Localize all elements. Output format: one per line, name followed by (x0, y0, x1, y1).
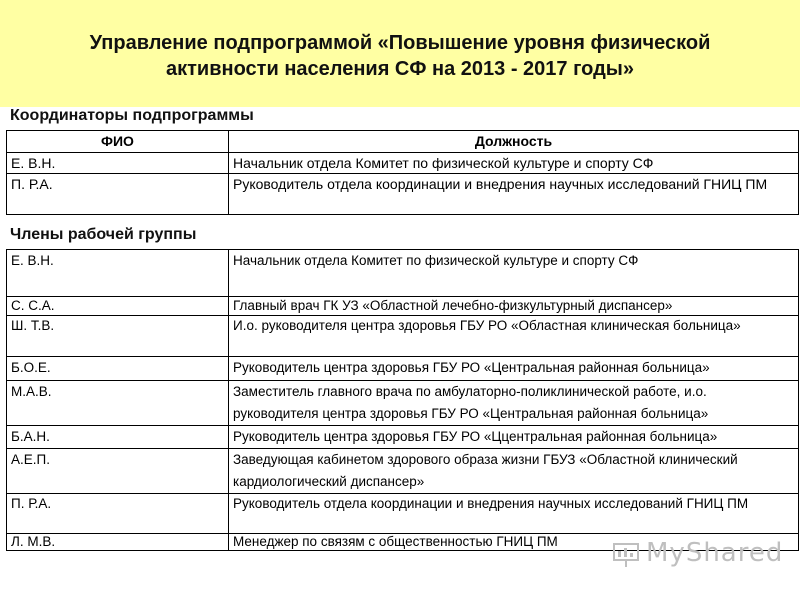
cell-position: Руководитель центра здоровья ГБУ РО «Ццентральная районная больница» (229, 426, 799, 449)
watermark-text: MyShared (646, 538, 784, 568)
table-row (7, 250, 799, 297)
cell-position: Руководитель центра здоровья ГБУ РО «Центральная районная больница» (229, 357, 799, 381)
cell-position: Заместитель главного врача по амбулаторно-поликлинической работе, и.о. руководителя центра здоровья ГБУ РО «Центральная районная больница» (229, 381, 799, 426)
table-row (7, 381, 799, 426)
cell-position: Заведующая кабинетом здорового образа жизни ГБУЗ «Областной клинический кардиологический диспансер» (229, 449, 799, 494)
table-header-row (7, 131, 799, 153)
working-group-table (6, 249, 799, 551)
table-row (7, 174, 799, 215)
table-row (7, 449, 799, 494)
cell-name: Б.А.Н. (7, 426, 229, 449)
watermark-logo (612, 538, 784, 572)
cell-position: Руководитель отдела координации и внедрения научных исследований ГНИЦ ПМ (229, 174, 799, 215)
table-row (7, 494, 799, 534)
table-row (7, 153, 799, 174)
coordinators-table (6, 130, 799, 215)
cell-name: Б.О.Е. (7, 357, 229, 381)
table-row (7, 426, 799, 449)
cell-name: Ш. Т.В. (7, 316, 229, 357)
cell-position: Начальник отдела Комитет по физической культуре и спорту СФ (229, 250, 799, 297)
cell-name: М.А.В. (7, 381, 229, 426)
title-banner (0, 0, 800, 107)
cell-name: Л. М.В. (7, 534, 229, 551)
cell-name: С. С.А. (7, 297, 229, 316)
table-row (7, 297, 799, 316)
cell-name: А.Е.П. (7, 449, 229, 494)
working-group-heading: Члены рабочей группы (10, 226, 197, 243)
cell-name: Е. В.Н. (7, 250, 229, 297)
presentation-icon (612, 542, 640, 568)
cell-position: Начальник отдела Комитет по физической культуре и спорту СФ (229, 153, 799, 174)
cell-name: П. Р.А. (7, 494, 229, 534)
coordinators-heading: Координаторы подпрограммы (10, 107, 254, 124)
cell-name: Е. В.Н. (7, 153, 229, 174)
column-header-position: Должность (229, 131, 799, 153)
table-row (7, 316, 799, 357)
cell-position: Руководитель отдела координации и внедрения научных исследований ГНИЦ ПМ (229, 494, 799, 534)
column-header-name: ФИО (7, 131, 229, 153)
cell-name: П. Р.А. (7, 174, 229, 215)
cell-position: И.о. руководителя центра здоровья ГБУ РО «Областная клиническая больница» (229, 316, 799, 357)
cell-position: Менеджер по связям с общественностью ГНИЦ ПМ (229, 534, 799, 551)
cell-position: Главный врач ГК УЗ «Областной лечебно-физкультурный диспансер» (229, 297, 799, 316)
page-title: Управление подпрограммой «Повышение уровня физической активности населения СФ на 2013 - 2017 годы» (89, 32, 711, 80)
table-row (7, 357, 799, 381)
